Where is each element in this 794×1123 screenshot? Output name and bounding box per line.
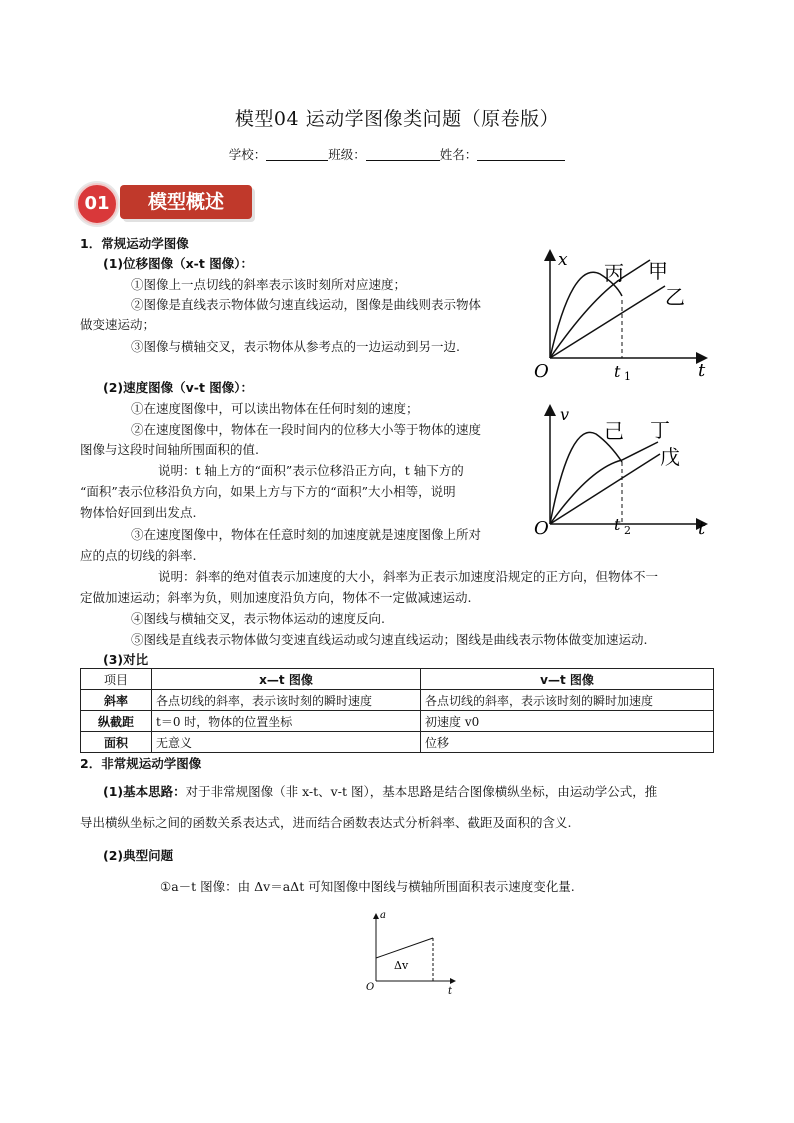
- vt-graph: [530, 402, 720, 542]
- vt-t-mark: t: [614, 515, 621, 534]
- xt-y-label: x: [558, 250, 568, 270]
- xt-curve-label: 甲: [648, 259, 668, 283]
- at-graph-text: ①a－t 图像：由 Δv＝aΔt 可知图像中图线与横轴所围面积表示速度变化量.: [160, 879, 575, 894]
- xt-graph: [530, 240, 720, 385]
- basic-idea-text: 对于非常规图像（非 x-t、v-t 图），基本思路是结合图像横纵坐标，由运动学公式，推: [185, 784, 658, 799]
- vt-curve-ding: [550, 442, 658, 524]
- xt-t-mark: t: [614, 362, 621, 381]
- xt-x-label: t: [698, 360, 706, 381]
- vt-heading: (2)速度图像（v-t 图像）：: [103, 380, 254, 395]
- table-cell: 无意义: [152, 732, 421, 753]
- vt-curve-wu: [550, 454, 660, 524]
- xt-curve-label: 乙: [665, 285, 685, 309]
- compare-heading: (3)对比: [103, 652, 149, 667]
- comparison-table: [80, 668, 714, 753]
- table-header-cell: x—t 图像: [152, 669, 421, 690]
- at-x-label: t: [448, 986, 453, 997]
- vt-point-2b: 图像与这段时间轴所围面积的值.: [80, 442, 259, 457]
- class-blank[interactable]: [366, 148, 440, 161]
- xt-point-2b: 做变速运动；: [80, 317, 156, 332]
- table-cell: 斜率: [81, 690, 152, 711]
- vt-note-1c: 物体恰好回到出发点.: [80, 505, 197, 520]
- xt-curve-label: 丙: [604, 261, 624, 285]
- typical-heading: (2)典型问题: [103, 848, 174, 863]
- table-header-cell: 项目: [81, 669, 152, 690]
- table-cell: 各点切线的斜率，表示该时刻的瞬时加速度: [421, 690, 714, 711]
- section2-heading: 2．非常规运动学图像: [80, 756, 202, 771]
- vt-t-sub: 2: [624, 524, 631, 537]
- vt-curve-label: 丁: [650, 418, 670, 442]
- xt-point-1: ①图像上一点切线的斜率表示该时刻所对应速度；: [131, 277, 407, 292]
- vt-origin: O: [534, 518, 549, 539]
- vt-point-1: ①在速度图像中，可以读出物体在任何时刻的速度；: [131, 401, 419, 416]
- at-origin: O: [366, 982, 375, 993]
- vt-note-2a: 说明：斜率的绝对值表示加速度的大小，斜率为正表示加速度沿规定的正方向，但物体不一: [158, 569, 659, 584]
- xt-curve-bing: [550, 272, 622, 358]
- table-cell: t＝0 时，物体的位置坐标: [152, 711, 421, 732]
- vt-point-5: ⑤图线是直线表示物体做匀变速直线运动或匀速直线运动；图线是曲线表示物体做变加速运动.: [131, 632, 648, 647]
- name-blank[interactable]: [477, 148, 565, 161]
- vt-y-label: v: [560, 405, 570, 424]
- xt-curve-yi: [550, 286, 665, 358]
- basic-idea-line-1: [103, 784, 657, 800]
- name-label: 姓名：: [439, 147, 478, 162]
- basic-idea-label: (1)基本思路：: [103, 784, 186, 799]
- vt-x-label: t: [698, 518, 706, 539]
- section-number-badge: 01: [76, 183, 118, 225]
- table-row: [81, 690, 714, 711]
- student-info-line: [0, 145, 794, 163]
- table-cell: 面积: [81, 732, 152, 753]
- section-banner: [76, 181, 260, 223]
- vt-note-1a: 说明：t 轴上方的“面积”表示位移沿正方向，t 轴下方的: [158, 463, 464, 478]
- table-header-cell: v—t 图像: [421, 669, 714, 690]
- at-graph: [360, 906, 470, 1002]
- vt-point-2a: ②在速度图像中，物体在一段时间内的位移大小等于物体的速度: [131, 422, 482, 437]
- table-cell: 位移: [421, 732, 714, 753]
- table-cell: 初速度 v0: [421, 711, 714, 732]
- table-cell: 各点切线的斜率，表示该时刻的瞬时速度: [152, 690, 421, 711]
- vt-note-1b: “面积”表示位移沿负方向，如果上方与下方的“面积”大小相等，说明: [80, 484, 456, 499]
- table-cell: 纵截距: [81, 711, 152, 732]
- vt-note-2b: 定做加速运动；斜率为负，则加速度沿负方向，物体不一定做减速运动.: [80, 590, 472, 605]
- at-area-label: Δv: [394, 959, 409, 972]
- section-title-label: 模型概述: [120, 185, 252, 219]
- vt-curve-label: 己: [604, 419, 624, 443]
- vt-point-3a: ③在速度图像中，物体在任意时刻的加速度就是速度图像上所对: [131, 527, 482, 542]
- vt-point-3b: 应的点的切线的斜率.: [80, 548, 197, 563]
- vt-point-4: ④图线与横轴交叉，表示物体运动的速度反向.: [131, 611, 385, 626]
- vt-curve-label: 戊: [660, 445, 680, 469]
- xt-heading: (1)位移图像（x-t 图像）：: [103, 256, 253, 271]
- table-row: [81, 732, 714, 753]
- school-blank[interactable]: [266, 148, 328, 161]
- xt-t-sub: 1: [624, 370, 631, 383]
- table-row: [81, 711, 714, 732]
- page-title: 模型04 运动学图像类问题（原卷版）: [234, 108, 560, 130]
- school-label: 学校：: [228, 147, 267, 162]
- xt-point-2a: ②图像是直线表示物体做匀速直线运动，图像是曲线则表示物体: [131, 297, 482, 312]
- at-line: [376, 938, 433, 958]
- section1-heading: 1．常规运动学图像: [80, 236, 189, 251]
- xt-origin: O: [534, 361, 549, 382]
- table-header-row: [81, 669, 714, 690]
- xt-point-3: ③图像与横轴交叉，表示物体从参考点的一边运动到另一边.: [131, 339, 460, 354]
- at-y-label: a: [380, 910, 386, 921]
- class-label: 班级：: [328, 147, 366, 162]
- basic-idea-line-2: 导出横纵坐标之间的函数关系表达式，进而结合函数表达式分析斜率、截距及面积的含义.: [80, 815, 572, 830]
